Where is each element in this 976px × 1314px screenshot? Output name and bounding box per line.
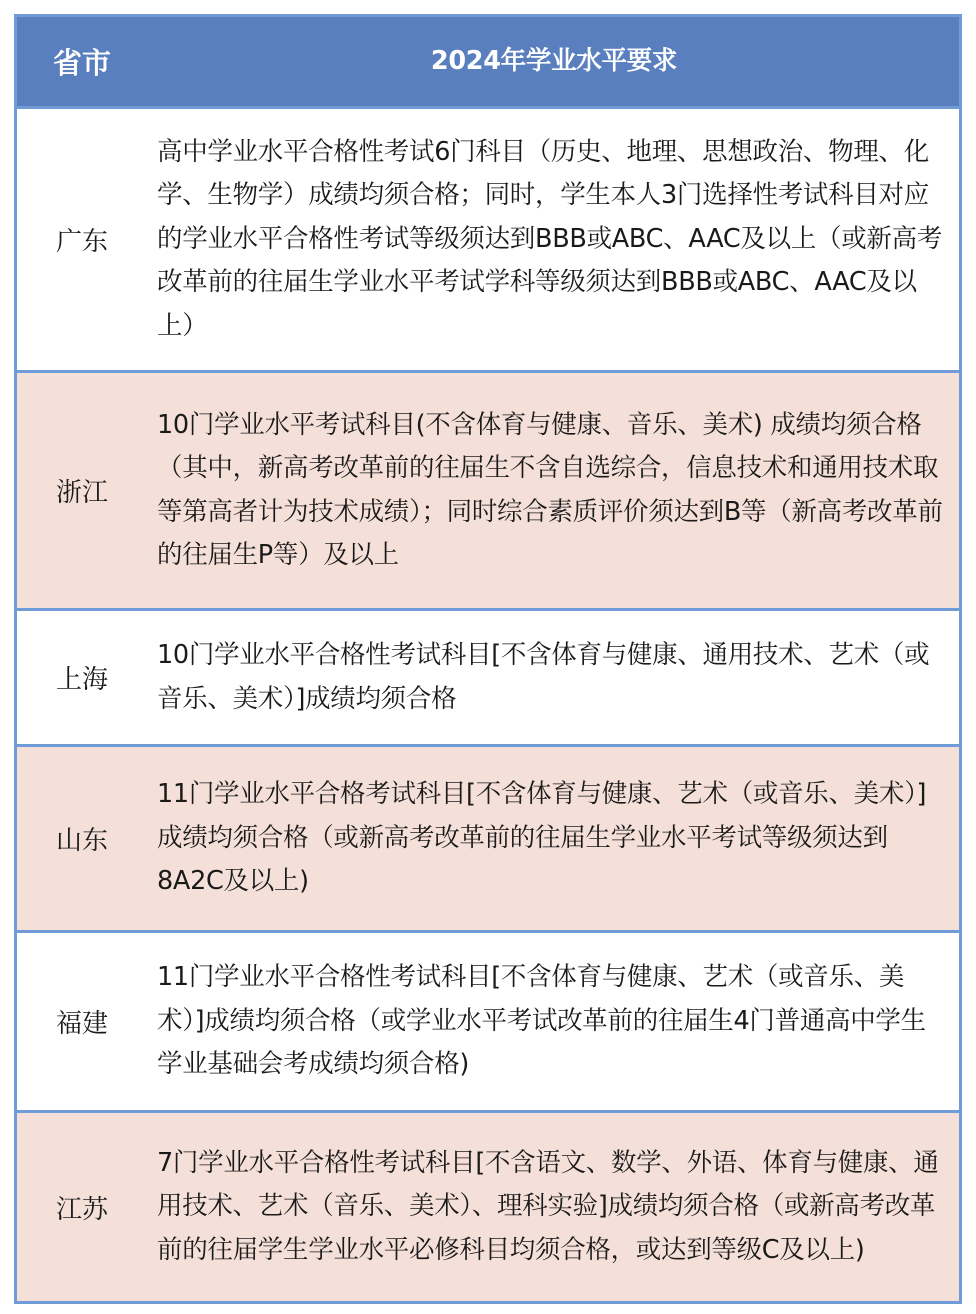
table-row (17, 933, 959, 1113)
province-cell: 上海 (55, 665, 108, 695)
header-province: 省市 (52, 46, 111, 80)
province-cell: 江苏 (55, 1194, 108, 1225)
requirement-cell: 11门学业水平合格考试科目[不含体育与健康、艺术（或音乐、美术）]成绩均须合格（或新高考改革前的往届生学业水平考试等级须达到8A2C及以上) (157, 779, 927, 897)
requirements-table (14, 14, 962, 1304)
table-row (17, 611, 959, 747)
table-row (17, 1113, 959, 1301)
requirement-cell: 7门学业水平合格性考试科目[不含语文、数学、外语、体育与健康、通用技术、艺术（音乐、美术）、理科实验]成绩均须合格（或新高考改革前的往届学生学业水平必修科目均须合格，或达到等级C及以上) (157, 1147, 939, 1265)
province-cell: 福建 (55, 1009, 108, 1039)
requirement-cell: 10门学业水平考试科目(不含体育与健康、音乐、美术) 成绩均须合格（其中，新高考改革前的往届生不含自选综合，信息技术和通用技术取等第高者计为技术成绩）；同时综合素质评价须达到B等（新高考改革前的往届生P等）及以上 (157, 409, 943, 570)
province-cell: 山东 (55, 826, 108, 856)
table-row (17, 373, 959, 611)
requirement-cell: 10门学业水平合格性考试科目[不含体育与健康、通用技术、艺术（或音乐、美术）]成绩均须合格 (157, 640, 930, 714)
province-cell: 浙江 (55, 478, 108, 508)
requirement-cell: 高中学业水平合格性考试6门科目（历史、地理、思想政治、物理、化学、生物学）成绩均须合格；同时，学生本人3门选择性考试科目对应的学业水平合格性考试等级须达到BBB或ABC、AAC及以上（或新高考改革前的往届生学业水平考试学科等级须达到BBB或ABC、AAC及以上） (157, 136, 943, 341)
province-cell: 广东 (55, 227, 108, 257)
table-row (17, 747, 959, 933)
header-requirement: 2024年学业水平要求 (430, 45, 678, 76)
requirement-cell: 11门学业水平合格性考试科目[不含体育与健康、艺术（或音乐、美术）]成绩均须合格（或学业水平考试改革前的往届生4门普通高中学生学业基础会考成绩均须合格) (157, 962, 926, 1080)
table-header (17, 17, 959, 109)
table-row (17, 109, 959, 373)
